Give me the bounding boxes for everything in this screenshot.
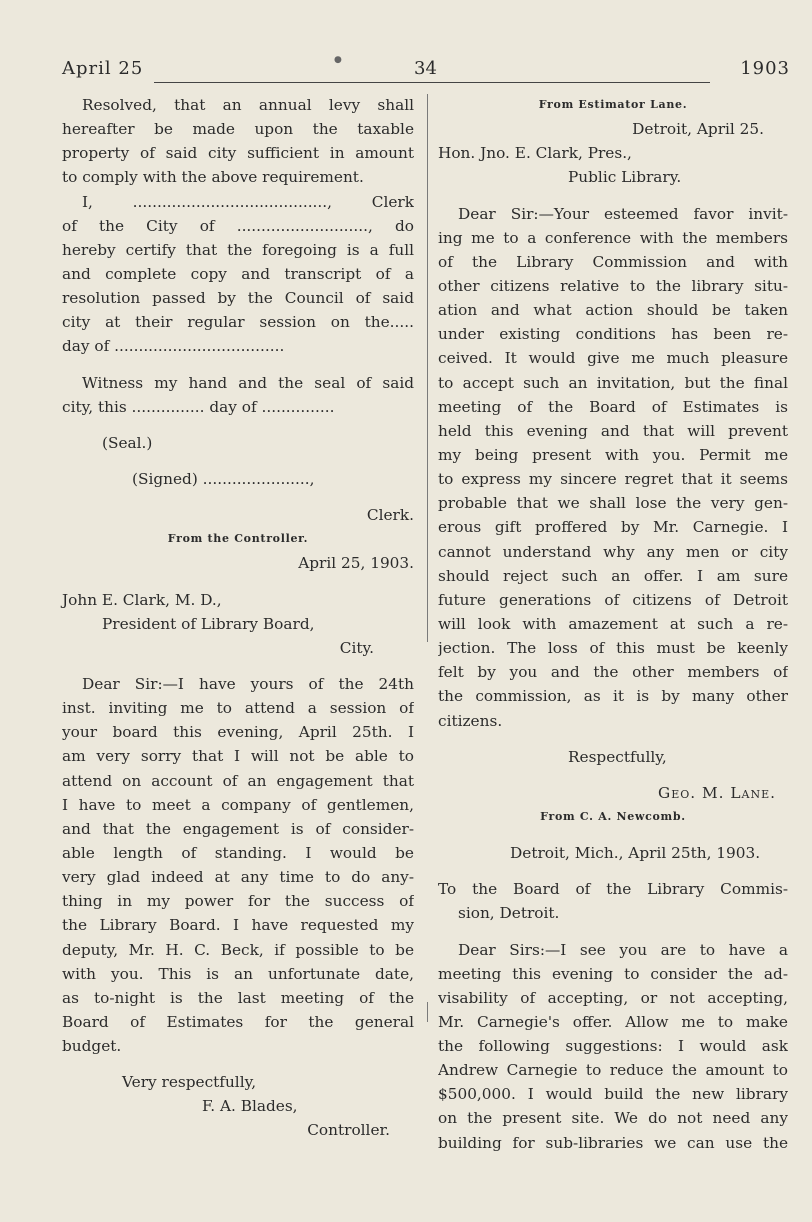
certificate-line: and complete copy and transcript of a [62, 264, 414, 283]
newcomb-letter-line: Dear Sirs:—I see you are to have a [458, 940, 788, 959]
letter-line: your board this evening, April 25th. I [62, 723, 414, 742]
running-head [62, 55, 790, 84]
certificate-line: city at their regular session on the..... [62, 313, 414, 332]
closing: Very respectfully, [122, 1073, 257, 1092]
letter-line: very glad indeed at any time to do any- [62, 868, 414, 887]
page-number: 34 [414, 58, 437, 79]
letter-line: thing in my power for the success of [62, 892, 414, 911]
lane-letter-line: felt by you and the other members of [438, 663, 788, 682]
ink-speck: ● [334, 55, 342, 65]
clerk-title: Clerk. [366, 506, 414, 525]
header-year: 1903 [740, 58, 790, 79]
lane-letter-line: probable that we shall lose the very gen- [438, 494, 788, 513]
left-column [62, 93, 414, 1143]
newcomb-heading: From C. A. Newcomb. [540, 809, 686, 823]
lane-letter-line: other citizens relative to the library situ- [438, 276, 788, 295]
newcomb-addressee: sion, Detroit. [458, 904, 560, 923]
right-column [438, 93, 788, 1155]
letter-line: as to-night is the last meeting of the [62, 988, 414, 1007]
letter-line: I have to meet a company of gentlemen, [62, 795, 414, 814]
newcomb-letter-line: building for sub-libraries we can use the [438, 1133, 788, 1152]
lane-letter-line: should reject such an offer. I am sure [438, 566, 788, 585]
column-divider [427, 94, 428, 642]
letter-line: and that the engagement is of consider- [62, 819, 414, 838]
signer-title: Controller. [307, 1121, 390, 1140]
newcomb-letter-line: visability of accepting, or not accepting, [438, 988, 788, 1007]
letter-line: budget. [62, 1037, 122, 1056]
lane-date: Detroit, April 25. [632, 120, 764, 139]
letter-line: attend on account of an engagement that [62, 771, 414, 790]
resolution-line: Resolved, that an annual levy shall [82, 96, 414, 114]
letter-line: the Library Board. I have requested my [62, 916, 414, 935]
lane-letter-line: the commission, as it is by many other [438, 687, 788, 706]
certificate-line: day of ................................... [62, 337, 285, 356]
seal-mark: (Seal.) [102, 433, 153, 452]
lane-addressee: Hon. Jno. E. Clark, Pres., [438, 144, 632, 163]
column-divider-lower [427, 1002, 428, 1022]
lane-letter-line: under existing conditions has been re- [438, 325, 788, 344]
newcomb-letter-line: the following suggestions: I would ask [438, 1037, 788, 1056]
newcomb-letter-line: on the present site. We do not need any [438, 1109, 788, 1128]
controller-heading: From the Controller. [167, 532, 309, 546]
lane-letter-line: ation and what action should be taken [438, 301, 788, 320]
newcomb-letter-line: $500,000. I would build the new library [438, 1085, 788, 1104]
letter-line: Dear Sir:—I have yours of the 24th [82, 674, 414, 693]
lane-letter-line: cannot understand why any men or city [438, 542, 788, 561]
lane-letter-line: to express my sincere regret that it seems [438, 470, 788, 489]
lane-letter-line: to accept such an invitation, but the final [438, 373, 788, 392]
resolution-line: to comply with the above requirement. [62, 168, 364, 187]
addressee-name: John E. Clark, M. D., [62, 590, 222, 609]
lane-closing: Respectfully, [568, 747, 667, 766]
certificate-line: of the City of ..........................., do [62, 216, 414, 235]
newcomb-letter-line: meeting this evening to consider the ad- [438, 964, 788, 983]
lane-letter-line: held this evening and that will prevent [438, 421, 788, 440]
witness-line: city, this ............... day of ............... [62, 397, 335, 416]
lane-letter-line: my being present with you. Permit me [438, 445, 788, 464]
newcomb-letter-line: Andrew Carnegie to reduce the amount to [438, 1061, 788, 1080]
signed-line: (Signed) ......................, [132, 469, 315, 488]
header-date: April 25 [62, 58, 144, 79]
letter-line: Board of Estimates for the general [62, 1012, 414, 1031]
lane-letter-line: will look with amazement at such a re- [438, 614, 788, 633]
letter-line: inst. inviting me to attend a session of [62, 699, 414, 718]
letter-line: am very sorry that I will not be able to [62, 747, 414, 766]
letter-line: with you. This is an unfortunate date, [62, 964, 414, 983]
witness-line: Witness my hand and the seal of said [82, 373, 414, 392]
lane-letter-line: meeting of the Board of Estimates is [438, 397, 788, 416]
newcomb-letter-line: Mr. Carnegie's offer. Allow me to make [438, 1012, 788, 1031]
lane-letter-line: future generations of citizens of Detroit [438, 590, 788, 609]
letter-line: deputy, Mr. H. C. Beck, if possible to be [62, 940, 414, 959]
letter-line: able length of standing. I would be [62, 843, 414, 862]
lane-letter-line: citizens. [438, 711, 503, 730]
addressee-title: President of Library Board, [102, 614, 315, 633]
lane-letter-line: ceived. It would give me much pleasure [438, 349, 788, 368]
certificate-line: resolution passed by the Council of said [62, 289, 414, 308]
newcomb-date: Detroit, Mich., April 25th, 1903. [510, 844, 761, 863]
certificate-line: hereby certify that the foregoing is a full [62, 240, 414, 259]
controller-date: April 25, 1903. [298, 554, 414, 573]
resolution-line: property of said city sufficient in amount [62, 144, 414, 163]
certificate-line: I, ........................................, Clerk [82, 192, 414, 211]
lane-signer: Geo. M. Lane. [658, 783, 776, 802]
header-rule [154, 82, 710, 83]
signer-name: F. A. Blades, [202, 1097, 298, 1116]
lane-addressee-2: Public Library. [568, 168, 682, 187]
lane-letter-line: Dear Sir:—Your esteemed favor invit- [458, 204, 788, 223]
lane-letter-line: of the Library Commission and with [438, 252, 788, 271]
resolution-line: hereafter be made upon the taxable [62, 120, 414, 139]
addressee-city: City. [339, 638, 374, 657]
newcomb-addressee: To the Board of the Library Commis- [438, 880, 788, 899]
lane-letter-line: ing me to a conference with the members [438, 228, 788, 247]
lane-letter-line: jection. The loss of this must be keenly [438, 639, 788, 658]
lane-letter-line: erous gift proffered by Mr. Carnegie. I [438, 518, 788, 537]
lane-heading: From Estimator Lane. [538, 98, 688, 111]
